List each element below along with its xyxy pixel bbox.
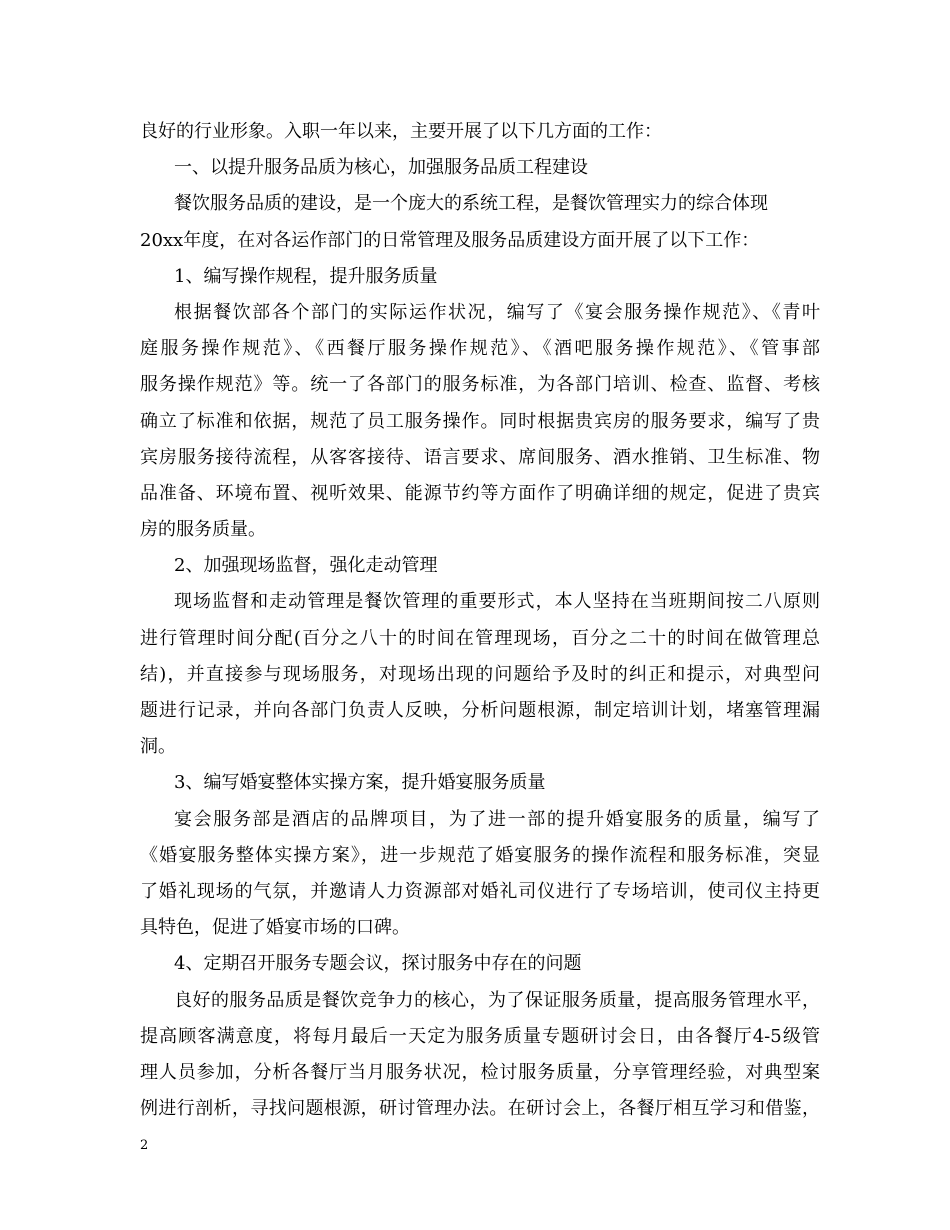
text-line: 进行管理时间分配(百分之八十的时间在管理现场，百分之二十的时间在做管理总 — [140, 627, 820, 649]
text-line: 结)，并直接参与现场服务，对现场出现的问题给予及时的纠正和提示，对典型问 — [140, 663, 820, 685]
text-line: 3、编写婚宴整体实操方案，提升婚宴服务质量 — [174, 772, 546, 794]
text-line: 20xx年度，在对各运作部门的日常管理及服务品质建设方面开展了以下工作： — [140, 229, 760, 251]
text-line: 《婚宴服务整体实操方案》，进一步规范了婚宴服务的操作流程和服务标准，突显 — [140, 844, 820, 866]
text-line: 2、加强现场监督，强化走动管理 — [174, 555, 438, 577]
text-line: 4、定期召开服务专题会议，探讨服务中存在的问题 — [174, 953, 582, 975]
document-body — [140, 114, 820, 1127]
page-number: 2 — [140, 1138, 149, 1153]
text-line: 一、以提升服务品质为核心，加强服务品质工程建设 — [174, 157, 588, 179]
text-line: 具特色，促进了婚宴市场的口碑。 — [140, 917, 410, 939]
text-line: 良好的服务品质是餐饮竞争力的核心，为了保证服务质量，提高服务管理水平， — [174, 989, 820, 1011]
text-line: 宴会服务部是酒店的品牌项目，为了进一部的提升婚宴服务的质量，编写了 — [174, 808, 820, 830]
text-line: 房的服务质量。 — [140, 519, 266, 541]
text-line: 良好的行业形象。入职一年以来，主要开展了以下几方面的工作： — [140, 121, 662, 142]
text-line: 理人员参加，分析各餐厅当月服务状况，检讨服务质量，分享管理经验，对典型案 — [140, 1061, 820, 1083]
text-line: 洞。 — [140, 736, 176, 758]
text-line: 题进行记录，并向各部门负责人反映，分析问题根源，制定培训计划，堵塞管理漏 — [140, 700, 820, 721]
text-line: 庭服务操作规范》、《西餐厅服务操作规范》、《酒吧服务操作规范》、《管事部 — [140, 338, 820, 360]
text-line: 宾房服务接待流程，从客客接待、语言要求、席间服务、酒水推销、卫生标准、物 — [140, 446, 820, 468]
text-line: 品准备、环境布置、视听效果、能源节约等方面作了明确详细的规定，促进了贵宾 — [140, 482, 820, 504]
text-line: 确立了标准和依据，规范了员工服务操作。同时根据贵宾房的服务要求，编写了贵 — [140, 410, 820, 432]
text-line: 1、编写操作规程，提升服务质量 — [174, 265, 438, 287]
text-line: 现场监督和走动管理是餐饮管理的重要形式，本人坚持在当班期间按二八原则 — [174, 591, 820, 613]
text-line: 餐饮服务品质的建设，是一个庞大的系统工程，是餐饮管理实力的综合体现 — [174, 193, 768, 215]
text-line: 提高顾客满意度，将每月最后一天定为服务质量专题研讨会日，由各餐厅4-5级管 — [140, 1025, 820, 1047]
text-line: 例进行剖析，寻找问题根源，研讨管理办法。在研讨会上，各餐厅相互学习和借鉴， — [140, 1098, 820, 1120]
text-line: 了婚礼现场的气氛，并邀请人力资源部对婚礼司仪进行了专场培训，使司仪主持更 — [140, 880, 820, 902]
text-line: 服务操作规范》等。统一了各部门的服务标准，为各部门培训、检查、监督、考核 — [140, 374, 820, 396]
text-line: 根据餐饮部各个部门的实际运作状况，编写了《宴会服务操作规范》、《青叶 — [174, 301, 820, 323]
